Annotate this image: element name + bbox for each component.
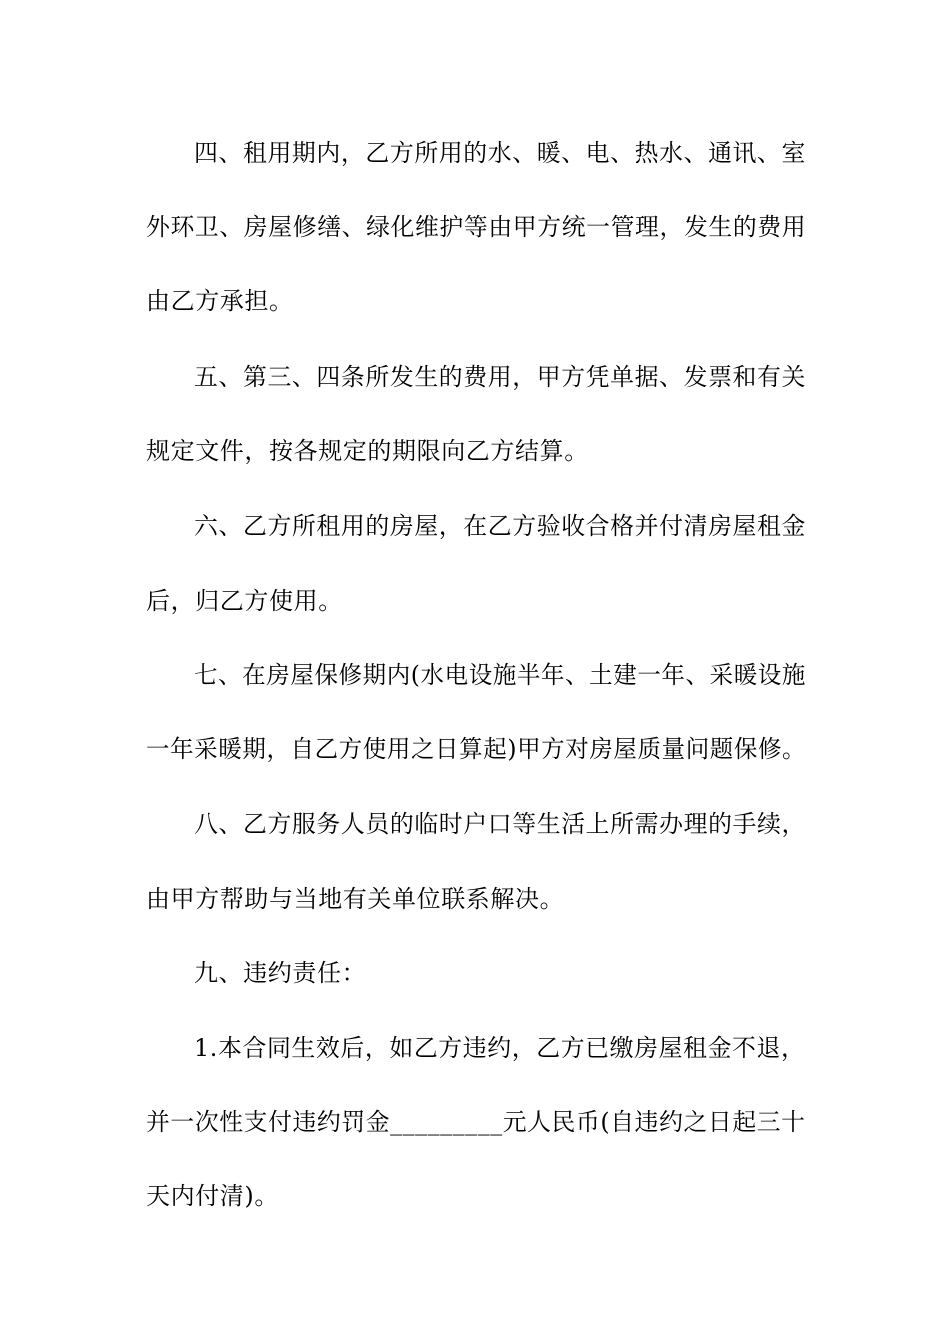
clause-8-line-1: 八、乙方服务人员的临时户口等生活上所需办理的手续， bbox=[194, 810, 806, 838]
clause-9-heading: 九、违约责任： bbox=[194, 959, 367, 987]
clause-8-line-2: 由甲方帮助与当地有关单位联系解决。 bbox=[146, 885, 565, 913]
clause-9-item-1-line-1: 1.本合同生效后，如乙方违约，乙方已缴房屋租金不退， bbox=[194, 1034, 806, 1062]
clause-4-line-2: 外环卫、房屋修缮、绿化维护等由甲方统一管理，发生的费用 bbox=[146, 213, 807, 241]
clause-6-line-1: 六、乙方所租用的房屋，在乙方验收合格并付清房屋租金 bbox=[194, 512, 806, 540]
clause-4-line-1: 四、租用期内，乙方所用的水、暖、电、热水、通讯、室 bbox=[194, 139, 806, 167]
clause-9-item-1-line-2: 并一次性支付违约罚金_________元人民币(自违约之日起三十 bbox=[146, 1108, 806, 1136]
clause-4-line-3: 由乙方承担。 bbox=[146, 287, 294, 315]
clause-7-line-2: 一年采暖期，自乙方使用之日算起)甲方对房屋质量问题保修。 bbox=[146, 735, 807, 763]
clause-5-line-2: 规定文件，按各规定的期限向乙方结算。 bbox=[146, 437, 589, 465]
clause-7-line-1: 七、在房屋保修期内(水电设施半年、土建一年、采暖设施 bbox=[194, 661, 806, 689]
clause-6-line-2: 后，归乙方使用。 bbox=[146, 587, 343, 615]
clause-5-line-1: 五、第三、四条所发生的费用，甲方凭单据、发票和有关 bbox=[194, 363, 806, 391]
clause-9-item-1-line-3: 天内付清)。 bbox=[146, 1182, 279, 1210]
